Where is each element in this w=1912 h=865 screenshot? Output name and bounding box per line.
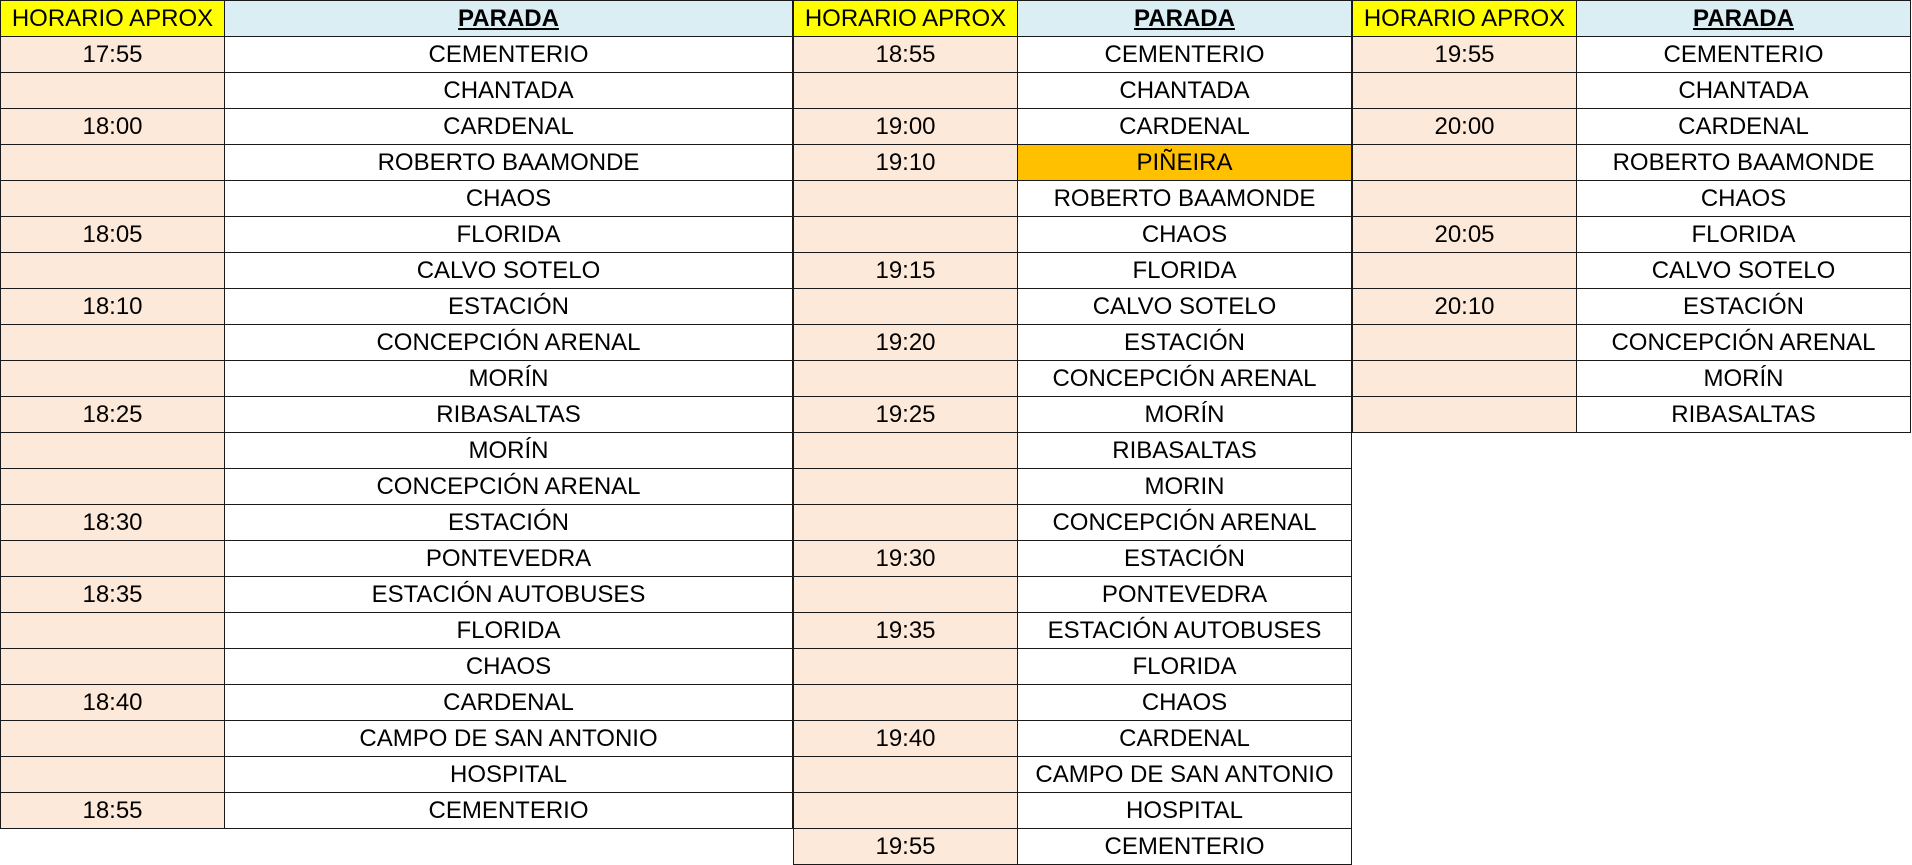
time-cell <box>794 73 1018 109</box>
table-row <box>1 73 793 109</box>
time-cell <box>1 721 225 757</box>
stop-cell-highlighted: PIÑEIRA <box>1018 145 1352 181</box>
table-row <box>1 145 793 181</box>
stop-cell: CHANTADA <box>225 73 793 109</box>
stop-cell: CEMENTERIO <box>225 793 793 829</box>
table-row <box>1 469 793 505</box>
time-cell <box>794 505 1018 541</box>
table-row <box>1353 361 1911 397</box>
stop-cell: MORIN <box>1018 469 1352 505</box>
time-cell: 19:55 <box>794 829 1018 865</box>
table-row <box>1 721 793 757</box>
stop-cell: FLORIDA <box>1018 253 1352 289</box>
time-cell <box>1 325 225 361</box>
stop-cell: RIBASALTAS <box>225 397 793 433</box>
time-cell <box>794 289 1018 325</box>
table-row <box>794 289 1352 325</box>
table-row <box>794 145 1352 181</box>
time-cell <box>794 433 1018 469</box>
table-row <box>794 397 1352 433</box>
stop-cell: CHAOS <box>1018 685 1352 721</box>
stop-cell: PONTEVEDRA <box>225 541 793 577</box>
stop-cell: MORÍN <box>1577 361 1911 397</box>
time-cell <box>794 649 1018 685</box>
table-row <box>1 577 793 613</box>
stop-cell: ESTACIÓN AUTOBUSES <box>1018 613 1352 649</box>
time-cell <box>1353 145 1577 181</box>
time-cell <box>1353 397 1577 433</box>
time-cell: 19:15 <box>794 253 1018 289</box>
table-row <box>794 757 1352 793</box>
table-row <box>794 181 1352 217</box>
stop-cell: CARDENAL <box>225 109 793 145</box>
table-row <box>794 325 1352 361</box>
stop-cell: CONCEPCIÓN ARENAL <box>1018 505 1352 541</box>
table-row <box>1 253 793 289</box>
time-cell <box>1 433 225 469</box>
time-cell <box>1 757 225 793</box>
time-cell: 19:40 <box>794 721 1018 757</box>
time-cell: 18:25 <box>1 397 225 433</box>
time-cell <box>1 469 225 505</box>
table-row <box>794 73 1352 109</box>
table-row <box>794 829 1352 865</box>
stop-cell: RIBASALTAS <box>1018 433 1352 469</box>
table-row <box>1 37 793 73</box>
stop-cell: ESTACIÓN <box>225 505 793 541</box>
stop-cell: CARDENAL <box>225 685 793 721</box>
stop-cell: CEMENTERIO <box>1018 37 1352 73</box>
stop-cell: MORÍN <box>1018 397 1352 433</box>
stop-cell: ESTACIÓN <box>1018 541 1352 577</box>
time-cell: 19:20 <box>794 325 1018 361</box>
table-row <box>1353 109 1911 145</box>
stop-cell: CHANTADA <box>1577 73 1911 109</box>
time-cell: 19:55 <box>1353 37 1577 73</box>
table-row <box>1 505 793 541</box>
stop-cell: FLORIDA <box>1018 649 1352 685</box>
time-cell: 18:00 <box>1 109 225 145</box>
table-row <box>1 793 793 829</box>
stop-cell: HOSPITAL <box>225 757 793 793</box>
table-row <box>1 181 793 217</box>
time-cell: 19:00 <box>794 109 1018 145</box>
stop-cell: CEMENTERIO <box>1577 37 1911 73</box>
stop-cell: CONCEPCIÓN ARENAL <box>1577 325 1911 361</box>
time-cell: 19:30 <box>794 541 1018 577</box>
table-row <box>1 217 793 253</box>
stop-cell: FLORIDA <box>1577 217 1911 253</box>
time-column-header: HORARIO APROX <box>794 1 1018 37</box>
time-cell <box>1 145 225 181</box>
stop-cell: CAMPO DE SAN ANTONIO <box>1018 757 1352 793</box>
stop-cell: CAMPO DE SAN ANTONIO <box>225 721 793 757</box>
time-cell <box>1 613 225 649</box>
stop-cell: ESTACIÓN AUTOBUSES <box>225 577 793 613</box>
time-cell: 19:25 <box>794 397 1018 433</box>
stop-cell: CARDENAL <box>1018 721 1352 757</box>
stop-cell: CEMENTERIO <box>225 37 793 73</box>
table-row <box>1 325 793 361</box>
time-cell: 18:30 <box>1 505 225 541</box>
time-cell <box>1 541 225 577</box>
time-cell <box>1 253 225 289</box>
stop-cell: ESTACIÓN <box>1018 325 1352 361</box>
time-cell <box>1353 361 1577 397</box>
table-row <box>794 109 1352 145</box>
time-cell <box>1 361 225 397</box>
time-cell: 17:55 <box>1 37 225 73</box>
time-cell <box>794 685 1018 721</box>
stop-cell: RIBASALTAS <box>1577 397 1911 433</box>
table-row <box>1353 217 1911 253</box>
table-row <box>1353 73 1911 109</box>
stop-cell: FLORIDA <box>225 613 793 649</box>
stop-cell: CARDENAL <box>1018 109 1352 145</box>
time-cell: 18:55 <box>794 37 1018 73</box>
stop-cell: ROBERTO BAAMONDE <box>1018 181 1352 217</box>
time-cell: 19:35 <box>794 613 1018 649</box>
time-cell <box>794 793 1018 829</box>
stop-cell: CONCEPCIÓN ARENAL <box>225 325 793 361</box>
header-row <box>1 1 793 37</box>
stop-column-header: PARADA <box>225 1 793 37</box>
time-cell: 18:55 <box>1 793 225 829</box>
schedule-block-3 <box>1352 0 1911 433</box>
stop-cell: CEMENTERIO <box>1018 829 1352 865</box>
table-row <box>1 397 793 433</box>
table-row <box>794 721 1352 757</box>
header-row <box>794 1 1352 37</box>
schedule-block-1 <box>0 0 793 829</box>
time-cell: 18:35 <box>1 577 225 613</box>
table-row <box>794 613 1352 649</box>
table-row <box>1353 145 1911 181</box>
stop-cell: ROBERTO BAAMONDE <box>1577 145 1911 181</box>
table-row <box>1353 289 1911 325</box>
time-column-header: HORARIO APROX <box>1 1 225 37</box>
table-row <box>794 505 1352 541</box>
table-row <box>1 109 793 145</box>
time-cell: 18:05 <box>1 217 225 253</box>
time-cell <box>794 181 1018 217</box>
stop-cell: CHAOS <box>225 649 793 685</box>
time-cell <box>1353 325 1577 361</box>
stop-cell: CALVO SOTELO <box>225 253 793 289</box>
stop-cell: CONCEPCIÓN ARENAL <box>1018 361 1352 397</box>
table-row <box>1353 181 1911 217</box>
table-row <box>794 217 1352 253</box>
table-row <box>1 685 793 721</box>
schedule-block-2 <box>793 0 1352 865</box>
stop-cell: CALVO SOTELO <box>1577 253 1911 289</box>
table-row <box>794 685 1352 721</box>
time-cell <box>1 181 225 217</box>
time-cell <box>1353 253 1577 289</box>
table-row <box>1353 397 1911 433</box>
stop-cell: MORÍN <box>225 361 793 397</box>
time-cell <box>1353 181 1577 217</box>
table-row <box>794 469 1352 505</box>
time-cell: 20:00 <box>1353 109 1577 145</box>
time-cell <box>794 577 1018 613</box>
table-row <box>1 541 793 577</box>
time-cell <box>794 757 1018 793</box>
time-cell: 20:10 <box>1353 289 1577 325</box>
stop-cell: CHAOS <box>1018 217 1352 253</box>
table-row <box>1 361 793 397</box>
time-cell <box>1 73 225 109</box>
stop-column-header: PARADA <box>1018 1 1352 37</box>
stop-cell: CHANTADA <box>1018 73 1352 109</box>
table-row <box>1353 325 1911 361</box>
stop-cell: CARDENAL <box>1577 109 1911 145</box>
stop-cell: MORÍN <box>225 433 793 469</box>
table-row <box>794 577 1352 613</box>
table-row <box>794 253 1352 289</box>
stop-cell: ESTACIÓN <box>1577 289 1911 325</box>
stop-cell: FLORIDA <box>225 217 793 253</box>
stop-column-header: PARADA <box>1577 1 1911 37</box>
table-row <box>794 37 1352 73</box>
time-cell <box>1353 73 1577 109</box>
table-row <box>794 649 1352 685</box>
time-cell: 18:40 <box>1 685 225 721</box>
table-row <box>1353 37 1911 73</box>
table-row <box>794 793 1352 829</box>
stop-cell: CHAOS <box>1577 181 1911 217</box>
stop-cell: ESTACIÓN <box>225 289 793 325</box>
stop-cell: CONCEPCIÓN ARENAL <box>225 469 793 505</box>
time-cell <box>794 217 1018 253</box>
time-cell: 20:05 <box>1353 217 1577 253</box>
time-cell: 18:10 <box>1 289 225 325</box>
time-column-header: HORARIO APROX <box>1353 1 1577 37</box>
header-row <box>1353 1 1911 37</box>
table-row <box>1353 253 1911 289</box>
stop-cell: PONTEVEDRA <box>1018 577 1352 613</box>
table-row <box>794 433 1352 469</box>
table-row <box>794 361 1352 397</box>
stop-cell: CHAOS <box>225 181 793 217</box>
table-row <box>1 433 793 469</box>
stop-cell: ROBERTO BAAMONDE <box>225 145 793 181</box>
time-cell <box>794 361 1018 397</box>
table-row <box>1 613 793 649</box>
stop-cell: CALVO SOTELO <box>1018 289 1352 325</box>
time-cell <box>1 649 225 685</box>
table-row <box>1 757 793 793</box>
stop-cell: HOSPITAL <box>1018 793 1352 829</box>
time-cell <box>794 469 1018 505</box>
table-row <box>794 541 1352 577</box>
table-row <box>1 649 793 685</box>
time-cell: 19:10 <box>794 145 1018 181</box>
table-row <box>1 289 793 325</box>
